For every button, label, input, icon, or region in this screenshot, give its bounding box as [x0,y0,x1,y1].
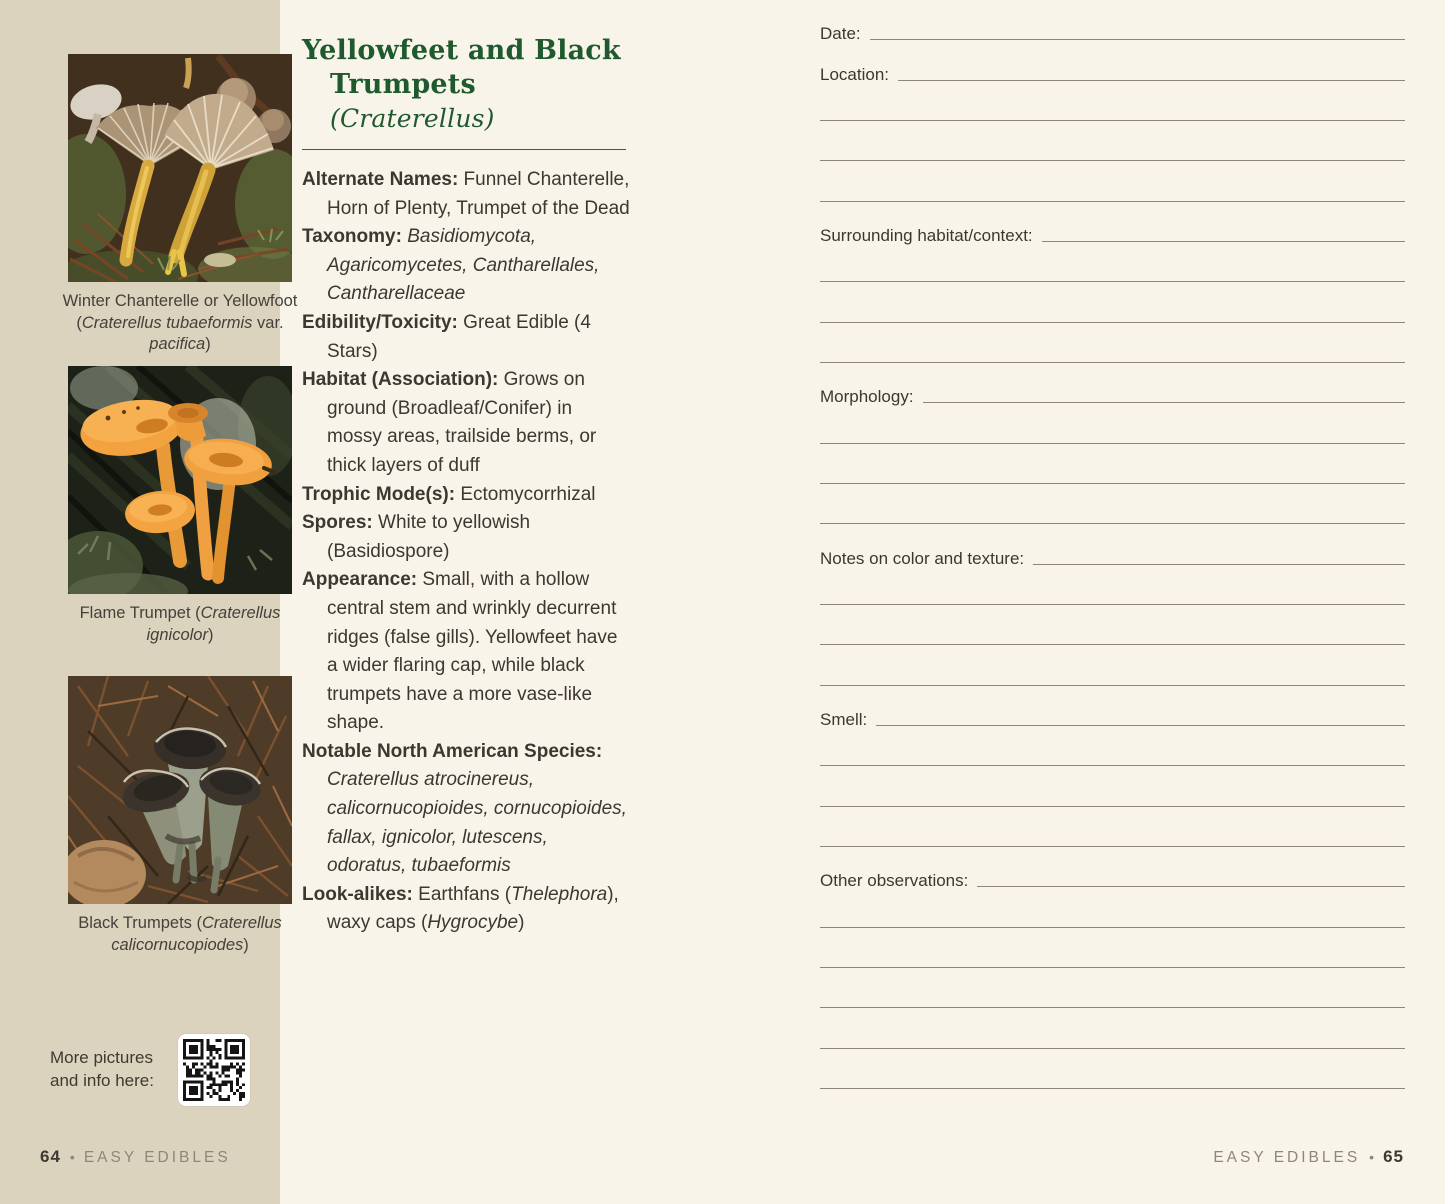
journal-blank-row [820,772,1405,812]
page-title [302,34,632,136]
journal-field-label: Notes on color and texture: [820,548,1025,568]
write-in-line [820,604,1405,605]
journal-field-label: Morphology: [820,387,914,407]
write-in-line [820,967,1405,968]
write-in-line [820,1007,1405,1008]
write-in-line [1042,241,1405,242]
footer-section-left: EASY EDIBLES [83,1149,231,1166]
journal-blank-row [820,167,1405,207]
write-in-line [820,281,1405,282]
entry-look-alikes: Look-alikes: Earthfans (Thelephora), waxy caps (Hygrocybe) [302,883,619,934]
journal-field-label: Other observations: [820,871,969,891]
journal-field-label: Surrounding habitat/context: [820,225,1033,245]
write-in-line [820,765,1405,766]
journal-blank-row [820,87,1405,127]
entry-label: Appearance: [302,569,418,591]
winter-chanterelle-illustration [68,54,292,282]
journal-blank-row [820,934,1405,974]
footer-left [40,1147,231,1167]
entry-label: Trophic Mode(s): [302,483,456,505]
write-in-line [820,1048,1405,1049]
journal-blank-row [820,409,1405,449]
entry-trophic-mode-s: Trophic Mode(s): Ectomycorrhizal [302,483,596,505]
write-in-line [820,927,1405,928]
journal-blank-row [820,571,1405,611]
more-info-line1: More pictures [50,1048,153,1067]
write-in-line [1033,564,1405,565]
entry-label: Look-alikes: [302,883,413,905]
footer-separator: • [69,1149,75,1165]
entry-notable-north-american-species: Notable North American Species: Craterellus atrocinereus, calicornucopioides, cornucopioides, fallax, ignicolor, lutescens, odoratus, tubaeformis [302,740,627,877]
write-in-line [923,402,1405,403]
more-info-note [50,1046,154,1092]
write-in-line [820,846,1405,847]
more-info-line2: and info here: [50,1071,154,1090]
footer-right [1213,1147,1404,1167]
entry-label: Edibility/Toxicity: [302,311,458,333]
species-info-list [302,166,632,938]
black-trumpets-photo [68,676,292,904]
write-in-line [820,201,1405,202]
title-divider [302,149,626,150]
write-in-line [820,160,1405,161]
entry-edibility-toxicity: Edibility/Toxicity: Great Edible (4 Stars) [302,311,591,362]
footer-section-right: EASY EDIBLES [1213,1149,1361,1166]
caption-winter-chanterelle: Winter Chanterelle or Yellowfoot (Craterellus tubaeformis var. pacifica) [62,292,298,353]
sidebar [0,0,298,1204]
write-in-line [820,806,1405,807]
title-line2: Trumpets (Craterellus) [330,69,495,133]
write-in-line [820,322,1405,323]
write-in-line [820,1088,1405,1089]
field-journal-form [820,6,1405,1095]
write-in-line [820,443,1405,444]
figure-black-trumpets [40,676,320,956]
entry-appearance: Appearance: Small, with a hollow central stem and wrinkly decurrent ridges (false gills). Yellowfeet have a wider flaring cap, while black trumpets have a more vase-like shape. [302,569,618,734]
caption-flame-trumpet: Flame Trumpet (Craterellus ignicolor) [79,604,281,644]
journal-field-row [820,853,1405,893]
journal-blank-row [820,651,1405,691]
species-article [302,34,632,938]
journal-blank-row [820,450,1405,490]
journal-blank-row [820,732,1405,772]
journal-blank-row [820,490,1405,530]
journal-blank-row [820,288,1405,328]
caption-black-trumpets: Black Trumpets (Craterellus calicornucopiodes) [78,914,282,954]
write-in-line [820,483,1405,484]
write-in-line [898,80,1405,81]
entry-label: Taxonomy: [302,226,402,248]
journal-field-row [820,46,1405,86]
page-number-right: 65 [1383,1147,1404,1166]
journal-blank-row [820,813,1405,853]
journal-blank-row [820,974,1405,1014]
entry-habitat-association: Habitat (Association): Grows on ground (Broadleaf/Conifer) in mossy areas, trailside berms, or thick layers of duff [302,369,597,476]
entry-spores: Spores: White to yellowish (Basidiospore) [302,512,531,562]
entry-alternate-names: Alternate Names: Funnel Chanterelle, Horn of Plenty, Trumpet of the Dead [302,169,630,219]
write-in-line [820,523,1405,524]
title-line1: Yellowfeet and Black [302,35,621,66]
journal-blank-row [820,248,1405,288]
journal-field-label: Date: [820,24,861,44]
black-trumpets-illustration [68,676,292,904]
figure-winter-chanterelle [40,54,320,356]
journal-field-row [820,692,1405,732]
winter-chanterelle-photo [68,54,292,282]
write-in-line [876,725,1405,726]
entry-taxonomy: Taxonomy: Basidiomycota, Agaricomycetes, Cantharellales, Cantharellaceae [302,226,600,305]
entry-label: Spores: [302,512,373,534]
journal-blank-row [820,127,1405,167]
figure-flame-trumpet [40,366,320,646]
page-number-left: 64 [40,1147,61,1166]
write-in-line [820,685,1405,686]
write-in-line [977,886,1405,887]
journal-blank-row [820,1014,1405,1054]
qr-code-pattern [183,1039,245,1101]
write-in-line [820,362,1405,363]
journal-field-row [820,369,1405,409]
journal-field-row [820,208,1405,248]
journal-blank-row [820,329,1405,369]
flame-trumpet-illustration [68,366,292,594]
entry-label: Alternate Names: [302,169,459,190]
write-in-line [820,644,1405,645]
write-in-line [870,39,1405,40]
journal-field-row [820,6,1405,46]
entry-label: Notable North American Species: [302,740,603,762]
entry-label: Habitat (Association): [302,369,499,391]
journal-blank-row [820,893,1405,933]
footer-separator: • [1369,1149,1375,1165]
write-in-line [820,120,1405,121]
journal-blank-row [820,611,1405,651]
journal-field-label: Smell: [820,709,868,729]
flame-trumpet-photo [68,366,292,594]
journal-field-label: Location: [820,64,889,84]
title-genus: (Craterellus) [330,104,495,133]
qr-code [178,1034,250,1106]
journal-field-row [820,530,1405,570]
journal-blank-row [820,1055,1405,1095]
